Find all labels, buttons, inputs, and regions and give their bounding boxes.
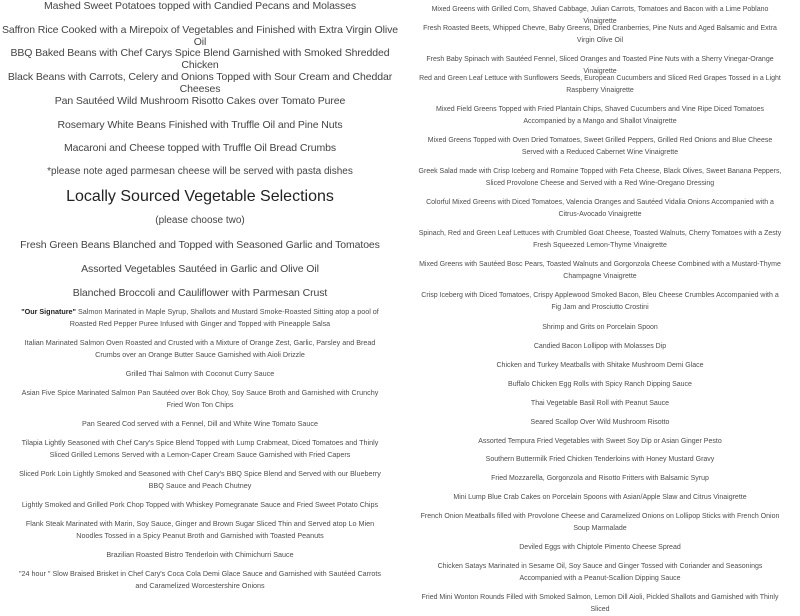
hors-doeuvre-item: Assorted Tempura Fried Vegetables with Sweet Soy Dip or Asian Ginger Pesto <box>478 438 722 445</box>
side-item: Macaroni and Cheese topped with Truffle Oil Bread Crumbs <box>63 142 336 154</box>
hors-doeuvre-item: Mini Lump Blue Crab Cakes on Porcelain Spoons with Asian/Apple Slaw and Citrus Vinaigrette <box>453 494 747 501</box>
hors-doeuvre-item: Seared Scallop Over Wild Mushroom Risotto <box>530 419 670 426</box>
entree-item: Sliced Pork Loin Lightly Smoked and Seasoned with Chef Cary's BBQ Spice Blend and Served with our Blueberry BBQ Sauce and Peach Chutney <box>19 469 381 490</box>
salad-item: Fresh Baby Spinach with Sautéed Fennel, Sliced Oranges and Toasted Pine Nuts with a Sherry Vinegar-Orange Vinaigrette <box>426 56 774 75</box>
salad-item: Crisp Iceberg with Diced Tomatoes, Crispy Applewood Smoked Bacon, Bleu Cheese Crumbles Accompanied with a Fig Jam and Prosciutto Crostini <box>421 292 779 311</box>
salad-item: Spinach, Red and Green Leaf Lettuces with Crumbled Goat Cheese, Toasted Walnuts, Cherry Tomatoes with a Zesty Fresh Squeezed Lemon-Thyme Vinaigrette <box>418 230 782 249</box>
salad-item: Mixed Field Greens Topped with Fried Plantain Chips, Shaved Cucumbers and Vine Ripe Diced Tomatoes Accompanied by a Mango and Shallot Vinaigrette <box>435 106 764 125</box>
salad-item: Greek Salad made with Crisp Iceberg and Romaine Topped with Feta Cheese, Black Olives, Sweet Banana Peppers, Sliced Provolone Cheese and Served with a Red Wine-Oregano Dressing <box>418 168 782 187</box>
hors-doeuvre-item: Thai Vegetable Basil Roll with Peanut Sauce <box>530 400 670 407</box>
entree-item: Lightly Smoked and Grilled Pork Chop Topped with Whiskey Pomegranate Sauce and Fried Sweet Potato Chips <box>21 500 379 509</box>
side-item: Mashed Sweet Potatoes topped with Candied Pecans and Molasses <box>43 0 356 12</box>
section-heading: Locally Sourced Vegetable Selections <box>66 188 334 205</box>
salad-item: Red and Green Leaf Lettuce with Sunflowers Seeds, European Cucumbers and Sliced Red Grapes Tossed in a Light Raspberry Vinaigrette <box>419 75 781 94</box>
hors-doeuvre-item: Fried Mozzarella, Gorgonzola and Risotto Fritters with Balsamic Syrup <box>491 475 709 482</box>
hors-doeuvre-item: French Onion Meatballs filled with Provolone Cheese and Caramelized Onions on Lollipop Sticks with French Onion Soup Marmalade <box>420 513 780 532</box>
entree-item: Grilled Thai Salmon with Coconut Curry Sauce <box>125 369 275 378</box>
hors-doeuvre-item: Candied Bacon Lollipop with Molasses Dip <box>533 343 667 350</box>
signature-label: "Our Signature" <box>21 307 76 316</box>
side-item: Black Beans with Carrots, Celery and Onions Topped with Sour Cream and Cheddar Cheeses <box>7 71 393 95</box>
salad-item: Mixed Greens Topped with Oven Dried Tomatoes, Sweet Grilled Peppers, Grilled Red Onions and Blue Cheese Served with a Reduced Cabernet Wine Vinaigrette <box>427 137 773 156</box>
salad-item: Mixed Greens with Sautéed Bosc Pears, Toasted Walnuts and Gorgonzola Cheese Combined with a Mustard-Thyme Champagne Vinaigrette <box>419 261 781 280</box>
entree-item: Tilapia Lightly Seasoned with Chef Cary's Spice Blend Topped with Lump Crabmeat, Diced Tomatoes and Thinly Sliced Grilled Lemons Served with a Lemon-Caper Cream Sauce Garnished with Fried Capers <box>21 438 379 459</box>
right-column <box>400 0 800 613</box>
entree-item: Asian Five Spice Marinated Salmon Pan Sautéed over Bok Choy, Soy Sauce Broth and Garnished with Crunchy Fried Won Ton Chips <box>21 388 379 409</box>
entree-text: Salmon Marinated in Maple Syrup, Shallots and Mustard Smoke-Roasted Sitting atop a pool of Roasted Red Pepper Puree Infused with Ginger and Topped with Pineapple Salsa <box>69 307 379 328</box>
vegetable-item: Fresh Green Beans Blanched and Topped with Seasoned Garlic and Tomatoes <box>20 239 380 251</box>
side-item: Saffron Rice Cooked with a Mirepoix of Vegetables and Finished with Extra Virgin Olive Oil <box>1 24 399 48</box>
hors-doeuvre-item: Shrimp and Grits on Porcelain Spoon <box>542 324 658 331</box>
salad-item: Mixed Greens with Grilled Corn, Shaved Cabbage, Julian Carrots, Tomatoes and Bacon with a Lime Poblano Vinaigrette <box>431 6 769 25</box>
side-item: Rosemary White Beans Finished with Truffle Oil and Pine Nuts <box>57 119 343 131</box>
side-item: BBQ Baked Beans with Chef Carys Spice Blend Garnished with Smoked Shredded Chicken <box>10 47 390 71</box>
hors-doeuvre-item: Deviled Eggs with Chiptole Pimento Cheese Spread <box>519 544 681 551</box>
hors-doeuvre-item: Fried Mini Wonton Rounds Filled with Smoked Salmon, Lemon Dill Aioli, Pickled Shallots and Garnished with Thinly Sliced <box>421 594 779 613</box>
entree-item: Pan Seared Cod served with a Fennel, Dill and White Wine Tomato Sauce <box>82 419 318 428</box>
section-subtitle: (please choose two) <box>155 215 245 226</box>
entree-item: Italian Marinated Salmon Oven Roasted and Crusted with a Mixture of Orange Zest, Garlic, Parsley and Bread Crumbs over an Orange Butter Sauce Garnished with Aioli Drizzle <box>24 338 376 359</box>
side-item: Pan Sautéed Wild Mushroom Risotto Cakes over Tomato Puree <box>54 95 346 107</box>
entree-item: Brazilian Roasted Bistro Tenderloin with Chimichurri Sauce <box>106 550 294 559</box>
vegetable-item: Assorted Vegetables Sautéed in Garlic and Olive Oil <box>81 263 319 275</box>
pasta-note: *please note aged parmesan cheese will be served with pasta dishes <box>47 166 353 177</box>
salad-item: Fresh Roasted Beets, Whipped Chevre, Baby Greens, Dried Cranberries, Pine Nuts and Aged Balsamic and Extra Virgin Olive Oil <box>423 25 777 44</box>
left-column <box>0 0 400 600</box>
entree-item-signature <box>0 306 400 330</box>
hors-doeuvre-item: Southern Buttermilk Fried Chicken Tenderloins with Honey Mustard Gravy <box>485 456 715 463</box>
hors-doeuvre-item: Chicken and Turkey Meatballs with Shitake Mushroom Demi Glace <box>496 362 704 369</box>
entree-item: "24 hour " Slow Braised Brisket in Chef Cary's Coca Cola Demi Glace Sauce and Garnished with Sautéed Carrots and Caramelized Worcestershire Onions <box>18 569 382 590</box>
vegetable-item: Blanched Broccoli and Cauliflower with Parmesan Crust <box>72 287 328 299</box>
hors-doeuvre-item: Chicken Satays Marinated in Sesame Oil, Soy Sauce and Ginger Tossed with Coriander and Seasonings Accompanied with a Peanut-Scallion Dipping Sauce <box>437 563 763 582</box>
hors-doeuvre-item: Buffalo Chicken Egg Rolls with Spicy Ranch Dipping Sauce <box>508 381 692 388</box>
salad-item: Colorful Mixed Greens with Diced Tomatoes, Valencia Oranges and Sautéed Vidalia Onions Accompanied with a Citrus-Avocado Vinaigrette <box>426 199 774 218</box>
entree-item: Flank Steak Marinated with Marin, Soy Sauce, Ginger and Brown Sugar Sliced Thin and Served atop Lo Mien Noodles Tossed in a Spicy Peanut Broth and Garnished with Toasted Peanuts <box>25 519 375 540</box>
